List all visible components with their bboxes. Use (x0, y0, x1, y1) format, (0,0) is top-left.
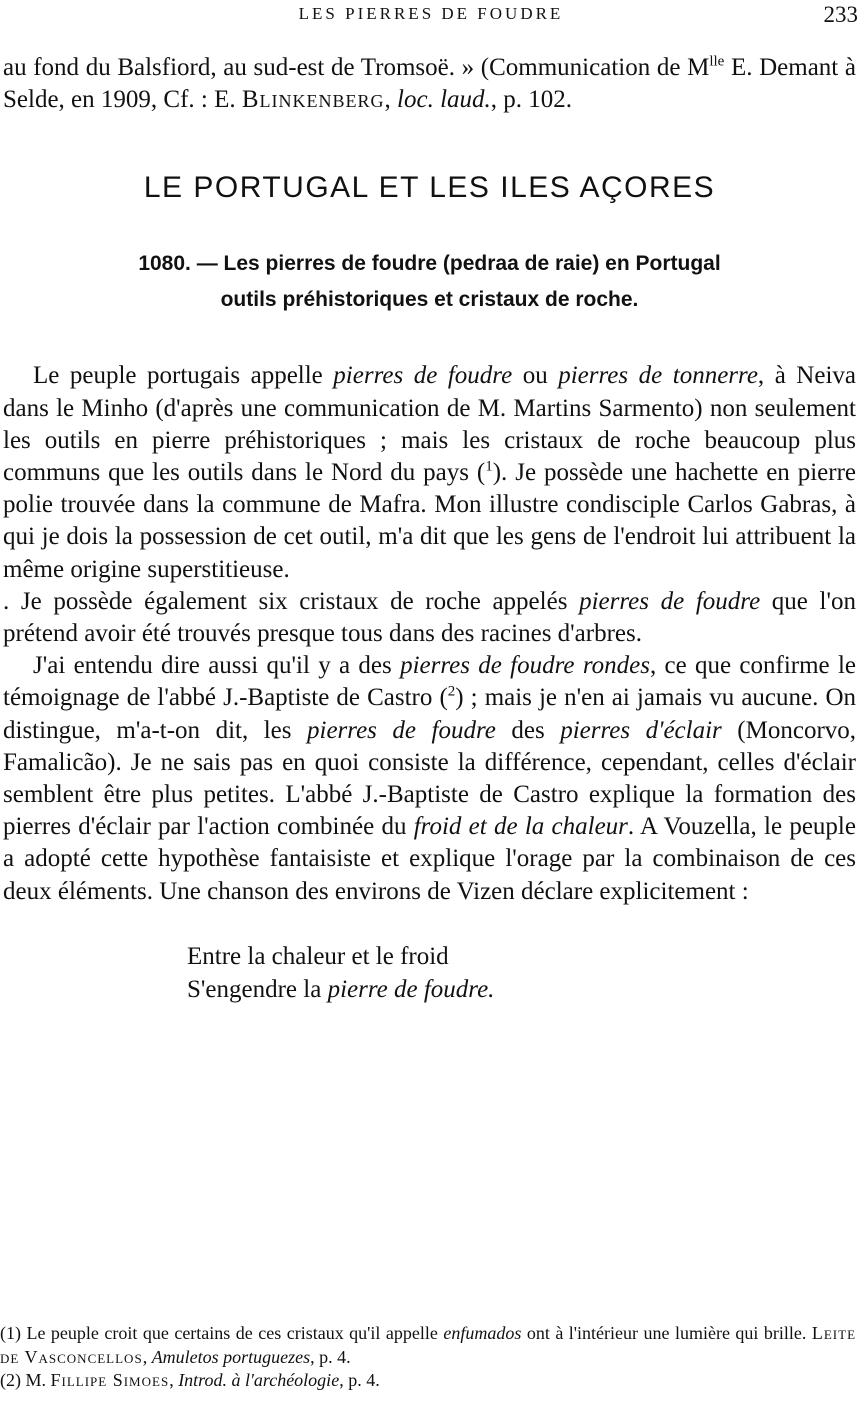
running-title: LES PIERRES DE FOUDRE (298, 4, 564, 23)
text-run: J'ai entendu dire aussi qu'il y a des (33, 652, 401, 680)
article-heading (3, 246, 856, 318)
text-run: ou (512, 362, 559, 390)
text-run: ). Je possède une hachette en pierre polie trouvée dans la commune de Mafra. Mon illustre condisciple Carlos Gabras, à qui je dois la possession de cet outil, m'a dit que les gens de l'endroit lui attribuent la même origine superstitieuse. (3, 459, 856, 583)
text-run: (1) Le peuple croit que certains de ces cristaux qu'il appelle (0, 1323, 444, 1343)
footnote-ref: 1 (485, 458, 493, 475)
paragraph (3, 360, 856, 585)
footnote-1 (0, 1322, 856, 1369)
page-number: 233 (823, 2, 858, 27)
continuation-paragraph (3, 52, 856, 116)
text-run: Le peuple portugais appelle (33, 362, 334, 390)
verse-quote (187, 940, 856, 1006)
footnotes (0, 1322, 856, 1393)
text-run: (Moncorvo, Famalicão). Je ne sais pas en quoi consiste la différence, cependant, celles d'éclair semblent être plus petites. L'abbé J.-Baptiste de Castro explique la formation des pierres d'éclair par l'action combinée du (3, 716, 857, 841)
italic-run: enfumados (443, 1323, 522, 1343)
text-run: ont à l'intérieur une lumière qui brille. (521, 1323, 812, 1343)
author-name: Leite de Vasconcellos (0, 1323, 857, 1367)
italic-run: froid et de la chaleur (413, 813, 628, 841)
text-run: , p. 4. (310, 1346, 351, 1367)
italic-run: Amuletos portuguezes (151, 1346, 311, 1367)
text-run: E. Demant à Selde, en 1909, Cf. : E. (3, 54, 856, 114)
text-run: , (384, 86, 398, 114)
text-run: S'engendre la (187, 975, 328, 1003)
section-title: LE PORTUGAL ET LES ILES AÇORES (143, 171, 716, 205)
text-run: au fond du Balsfiord, au sud-est de Tromsoë. » (Communication de M (3, 54, 710, 81)
text-run: , à Neiva dans le Minho (d'après une communication de M. Martins Sarmento) non seulement les outils en pierre préhistoriques ; mais les cristaux de roche beaucoup plus communs que les outils dans le Nord du pays ( (3, 362, 856, 487)
footnote-2 (0, 1369, 856, 1393)
verse-line (187, 973, 856, 1006)
article-heading-line: 1080. — Les pierres de foudre (pedraa de raie) en Portugal (138, 252, 721, 276)
body-text (3, 52, 856, 1006)
text-run: (2) M. (0, 1370, 51, 1390)
text-run: des (495, 716, 561, 744)
italic-run: loc. laud. (397, 86, 491, 114)
italic-run: pierre de foudre. (327, 975, 495, 1003)
text-run: , p. 102. (490, 86, 573, 114)
paragraph (3, 586, 856, 650)
verse-line: Entre la chaleur et le froid (187, 942, 449, 970)
italic-run: Introd. à l'archéologie (178, 1370, 340, 1390)
text-run: . Je possède également six cristaux de roche appelés (3, 587, 580, 615)
italic-run: pierres d'éclair (560, 716, 722, 744)
text-run: que l'on prétend avoir été trouvés presque tous dans des racines d'arbres. (3, 587, 856, 648)
text-run: , p. 4. (339, 1370, 380, 1390)
text-run: , ce que confirme le témoignage de l'abbé J.-Baptiste de Castro ( (3, 652, 856, 712)
italic-run: pierres de foudre rondes (400, 652, 650, 680)
running-header (0, 2, 862, 26)
italic-run: pierres de tonnerre (558, 362, 758, 390)
article-heading-line: outils préhistoriques et cristaux de roche. (220, 288, 639, 312)
text-run: ) ; mais je n'en ai jamais vu aucune. On distingue, m'a-t-on dit, les (3, 684, 856, 744)
italic-run: pierres de foudre (333, 362, 513, 390)
text-run: . A Vouzella, le peuple a adopté cette hypothèse fantaisiste et explique l'orage par la combinaison de ces deux éléments. Une chanson des environs de Vizen déclare explicitement : (3, 813, 856, 905)
italic-run: pierres de foudre (579, 587, 761, 615)
superscript: lle (709, 53, 725, 70)
text-run: , (142, 1346, 152, 1367)
author-name: Blinkenberg (241, 86, 385, 114)
footnote-ref: 2 (447, 684, 456, 701)
paragraph (3, 650, 856, 908)
author-name: Fillipe Simoes (50, 1370, 170, 1390)
italic-run: pierres de foudre (307, 716, 496, 744)
text-run: , (169, 1370, 179, 1390)
